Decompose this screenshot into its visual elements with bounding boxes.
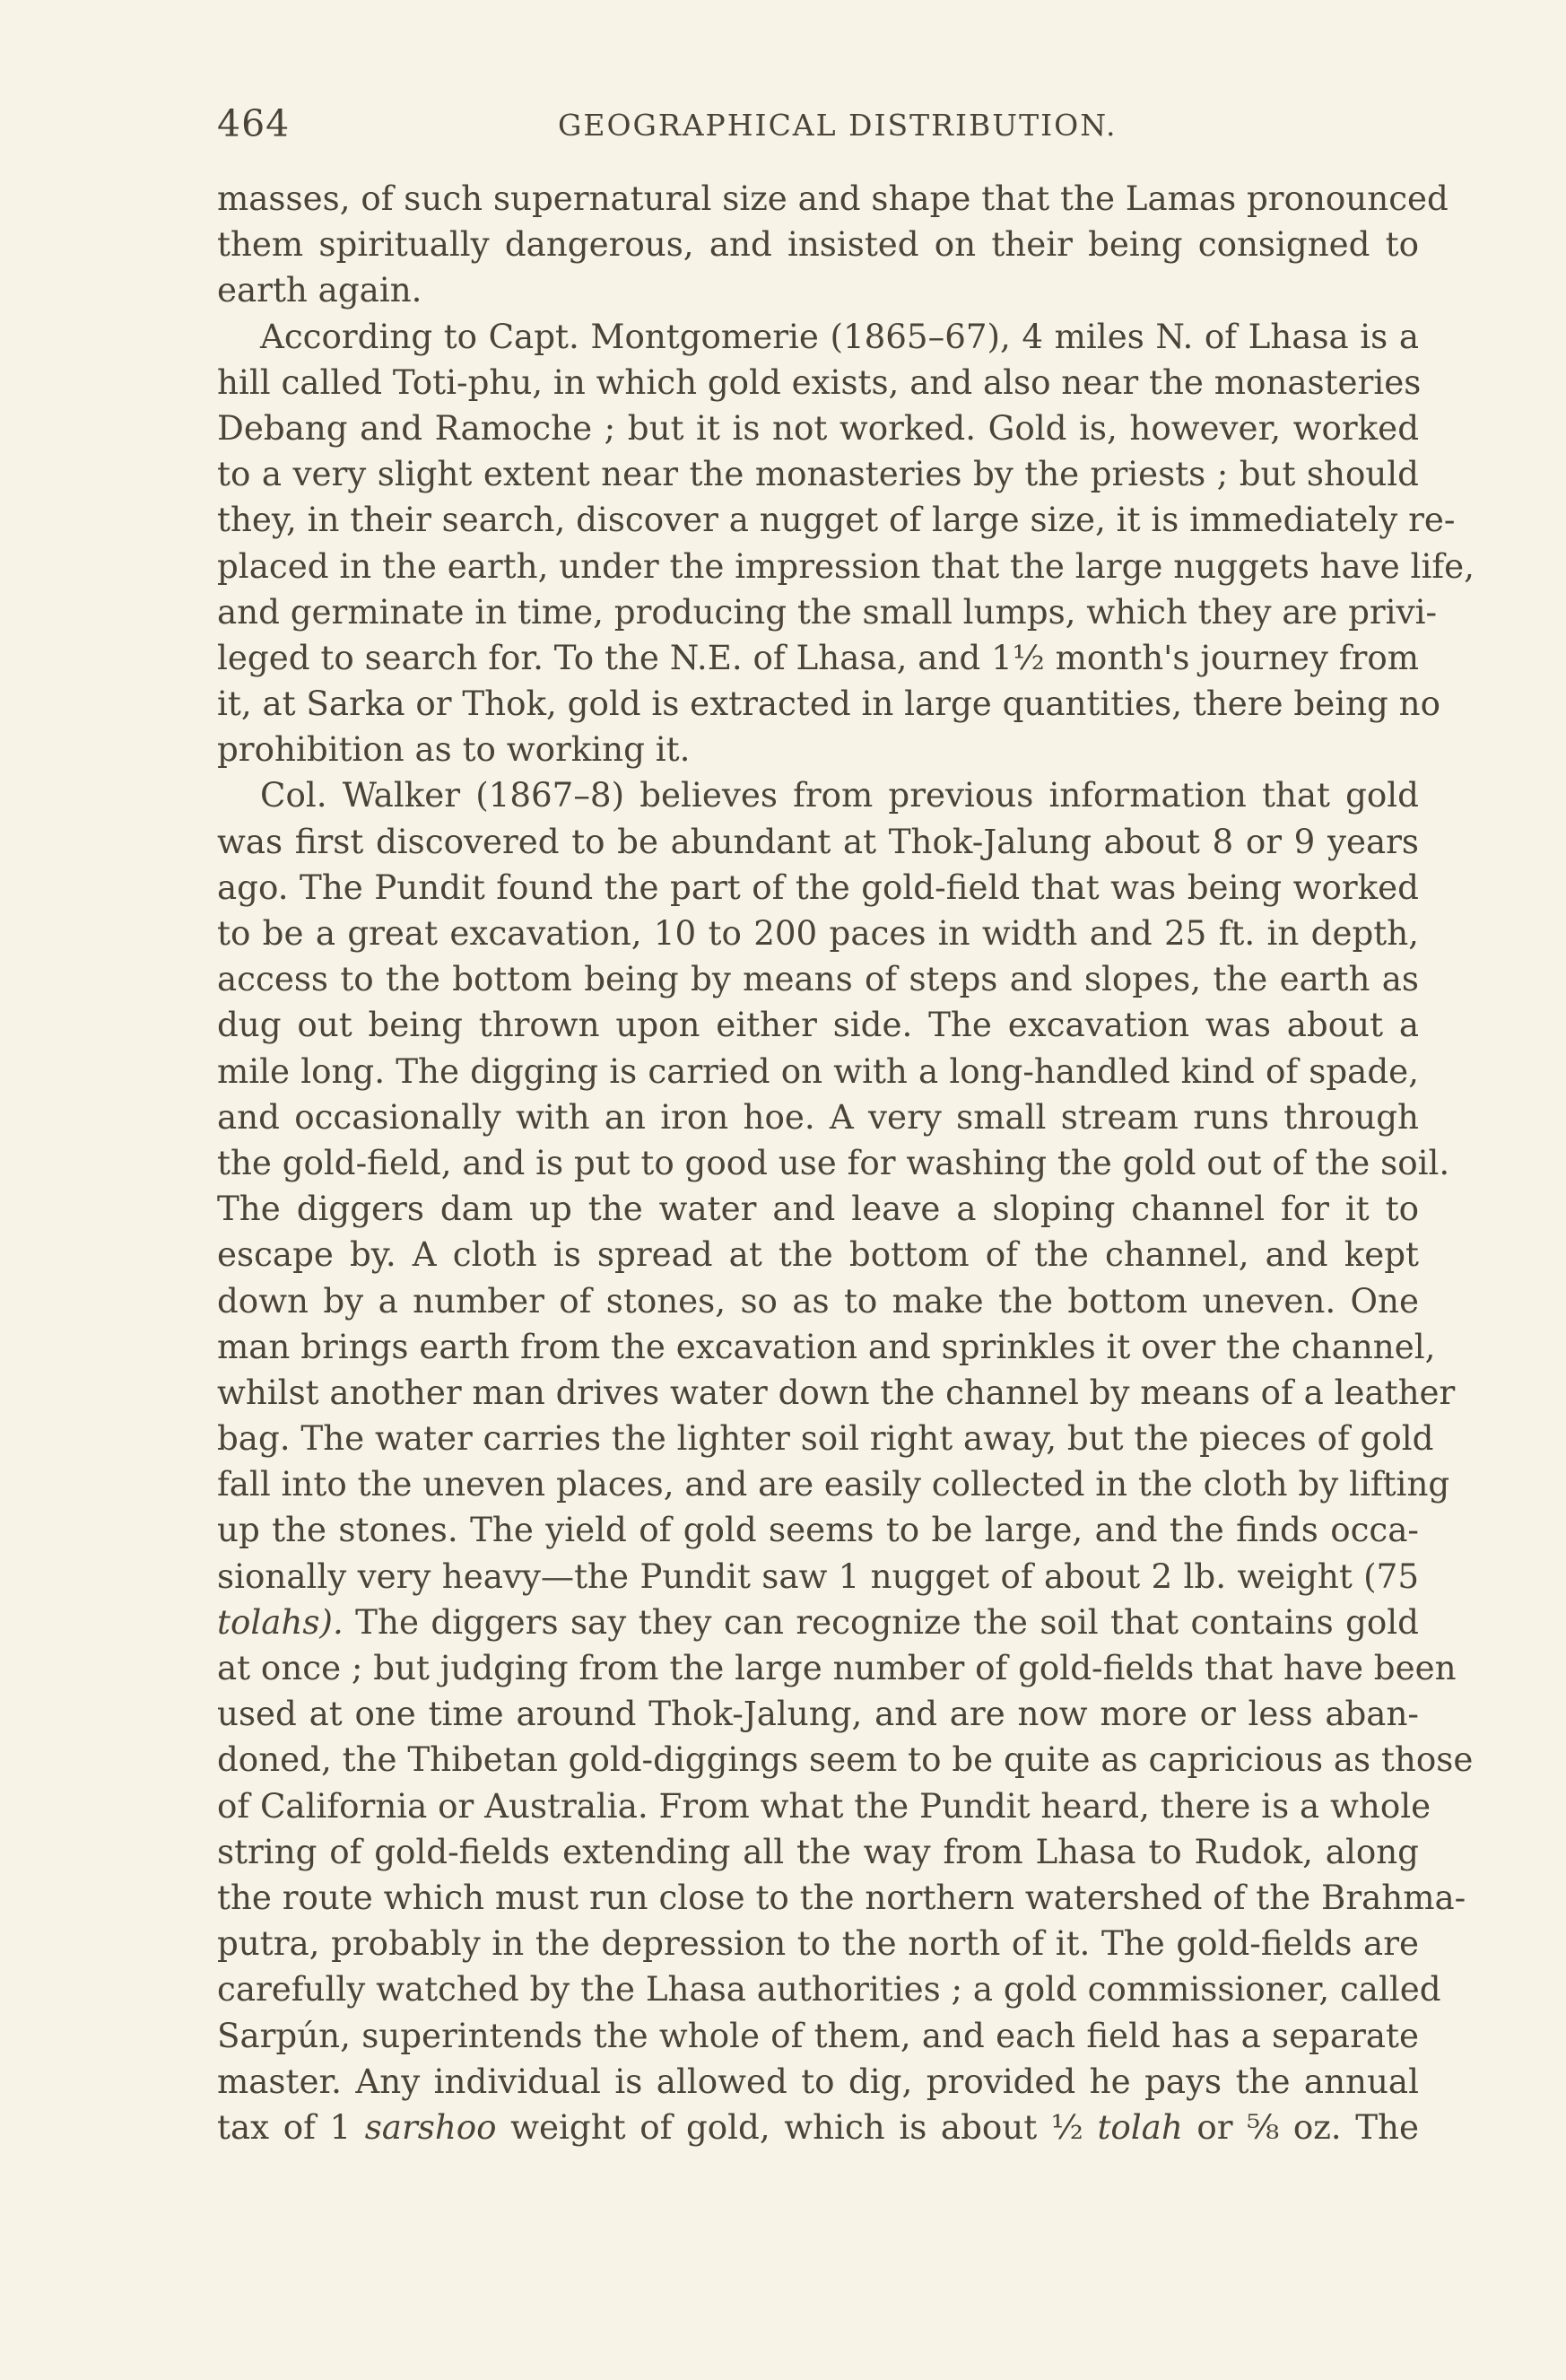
text-line: the route which must run close to the northern watershed of the Brahma- [217,1877,1466,1917]
text-line: down by a number of stones, so as to make the bottom uneven. One [217,1280,1419,1321]
text-line: to be a great excavation, 10 to 200 paces in width and 25 ft. in depth, [217,913,1419,953]
text-line: carefully watched by the Lhasa authorities ; a gold commissioner, called [217,1969,1441,2009]
text-line: dug out being thrown upon either side. The excavation was about a [217,1005,1419,1045]
text-line: whilst another man drives water down the channel by means of a leather [217,1372,1456,1412]
text-line: they, in their search, discover a nugget of large size, it is immediately re- [217,500,1456,540]
text-line: to a very slight extent near the monasteries by the priests ; but should [217,454,1419,494]
text-line: doned, the Thibetan gold-diggings seem to be quite as capricious as those [217,1739,1474,1780]
text-line: placed in the earth, under the impression that the large nuggets have life, [217,545,1475,586]
text-line: sionally very heavy—the Pundit saw 1 nugget of about 2 lb. weight (75 [217,1556,1419,1596]
text-line: hill called Toti-phu, in which gold exists, and also near the monasteries [217,362,1422,402]
text-line: string of gold-fields extending all the way from Lhasa to Rudok, along [217,1831,1419,1871]
text-fragment: The diggers say they can recognize the soil that contains gold [343,1601,1419,1642]
text-line: was first discovered to be abundant at Thok-Jalung about 8 or 9 years [217,821,1419,861]
page-number: 464 [217,102,291,145]
text-fragment: tax of 1 [217,2106,365,2147]
text-fragment: weight of gold, which is about ½ [496,2106,1098,2147]
text-line: it, at Sarka or Thok, gold is extracted in large quantities, there being no [217,684,1441,724]
text-fragment: or ⅝ oz. The [1182,2106,1419,2147]
text-line: Col. Walker (1867–8) believes from previous information that gold [260,775,1419,815]
italic-term: sarshoo [364,2106,497,2147]
text-line: used at one time around Thok-Jalung, and are now more or less aban- [217,1694,1419,1734]
italic-term: tolah [1097,2106,1183,2147]
text-line: putra, probably in the depression to the north of it. The gold-fields are [217,1923,1419,1964]
text-line: of California or Australia. From what the Pundit heard, there is a whole [217,1785,1431,1826]
text-line-with-italic [217,2105,1419,2150]
text-line: and germinate in time, producing the small lumps, which they are privi- [217,591,1438,632]
text-line: The diggers dam up the water and leave a sloping channel for it to [217,1189,1419,1229]
text-line: and occasionally with an iron hoe. A very small stream runs through [217,1096,1419,1137]
text-line: master. Any individual is allowed to dig, provided he pays the annual [217,2061,1419,2101]
text-line: bag. The water carries the lighter soil right away, but the pieces of gold [217,1418,1434,1459]
text-line: prohibition as to working it. [217,729,691,770]
text-line: them spiritually dangerous, and insisted on their being consigned to [217,224,1419,265]
text-line: Sarpún, superintends the whole of them, and each field has a separate [217,2015,1419,2055]
text-line: mile long. The digging is carried on with a long-handled kind of spade, [217,1051,1419,1091]
body-text [217,176,1475,2150]
text-line: earth again. [217,270,422,310]
page-header [217,97,1419,151]
text-line: the gold-field, and is put to good use for washing the gold out of the soil. [217,1142,1450,1182]
text-line: According to Capt. Montgomerie (1865–67), 4 miles N. of Lhasa is a [260,316,1419,356]
text-line: fall into the uneven places, and are easily collected in the cloth by lifting [217,1464,1450,1504]
text-line: Debang and Ramoche ; but it is not worked. Gold is, however, worked [217,407,1419,448]
text-line: escape by. A cloth is spread at the bottom of the channel, and kept [217,1234,1419,1275]
text-line: masses, of such supernatural size and shape that the Lamas pronounced [217,179,1449,218]
text-line: access to the bottom being by means of steps and slopes, the earth as [217,959,1419,999]
text-line-with-italic [217,1600,1419,1645]
italic-term: tolahs). [217,1601,344,1642]
text-line: at once ; but judging from the large number of gold-fields that have been [217,1648,1457,1687]
running-head: GEOGRAPHICAL DISTRIBUTION. [558,108,1118,143]
text-line: ago. The Pundit found the part of the gold-field that was being worked [217,867,1419,907]
text-line: leged to search for. To the N.E. of Lhasa, and 1½ month's journey from [217,637,1419,677]
text-line: up the stones. The yield of gold seems to be large, and the finds occa- [217,1510,1419,1550]
text-line: man brings earth from the excavation and sprinkles it over the channel, [217,1326,1436,1366]
